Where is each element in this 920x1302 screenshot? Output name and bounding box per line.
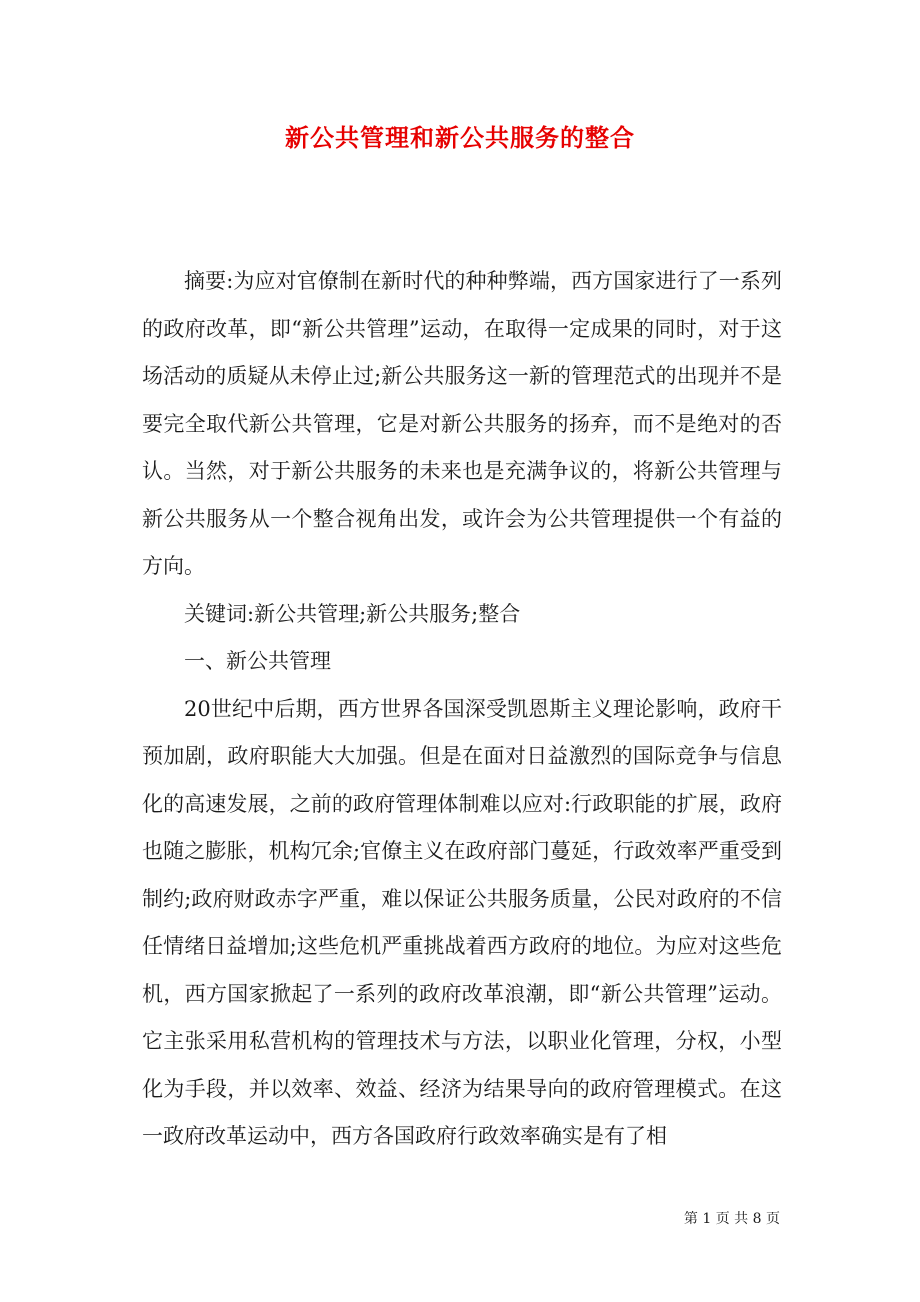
- abstract-paragraph: 摘要:为应对官僚制在新时代的种种弊端，西方国家进行了一系列的政府改革，即“新公共管理”运动，在取得一定成果的同时，对于这场活动的质疑从未停止过;新公共服务这一新的管理范式的出现并不是要完全取代新公共管理，它是对新公共服务的扬弃，而不是绝对的否认。当然，对于新公共服务的未来也是充满争议的，将新公共管理与新公共服务从一个整合视角出发，或许会为公共管理提供一个有益的方向。: [142, 269, 782, 578]
- page-number: 第 1 页 共 8 页: [683, 1211, 780, 1227]
- document-title: 新公共管理和新公共服务的整合: [285, 123, 635, 152]
- body-paragraph: 20世纪中后期，西方世界各国深受凯恩斯主义理论影响，政府干预加剧，政府职能大大加强。但是在面对日益激烈的国际竞争与信息化的高速发展，之前的政府管理体制难以应对:行政职能的扩展，政府也随之膨胀，机构冗余;官僚主义在政府部门蔓延，行政效率严重受到制约;政府财政赤字严重，难以保证公共服务质量，公民对政府的不信任情绪日益增加;这些危机严重挑战着西方政府的地位。为应对这些危机，西方国家掀起了一系列的政府改革浪潮，即“新公共管理”运动。它主张采用私营机构的管理技术与方法，以职业化管理，分权，小型化为手段，并以效率、效益、经济为结果导向的政府管理模式。在这一政府改革运动中，西方各国政府行政效率确实是有了相: [142, 696, 782, 1148]
- keywords-paragraph: 关键词:新公共管理;新公共服务;整合: [184, 601, 521, 626]
- document-body: [142, 258, 782, 1161]
- section-heading: 一、新公共管理: [184, 649, 331, 673]
